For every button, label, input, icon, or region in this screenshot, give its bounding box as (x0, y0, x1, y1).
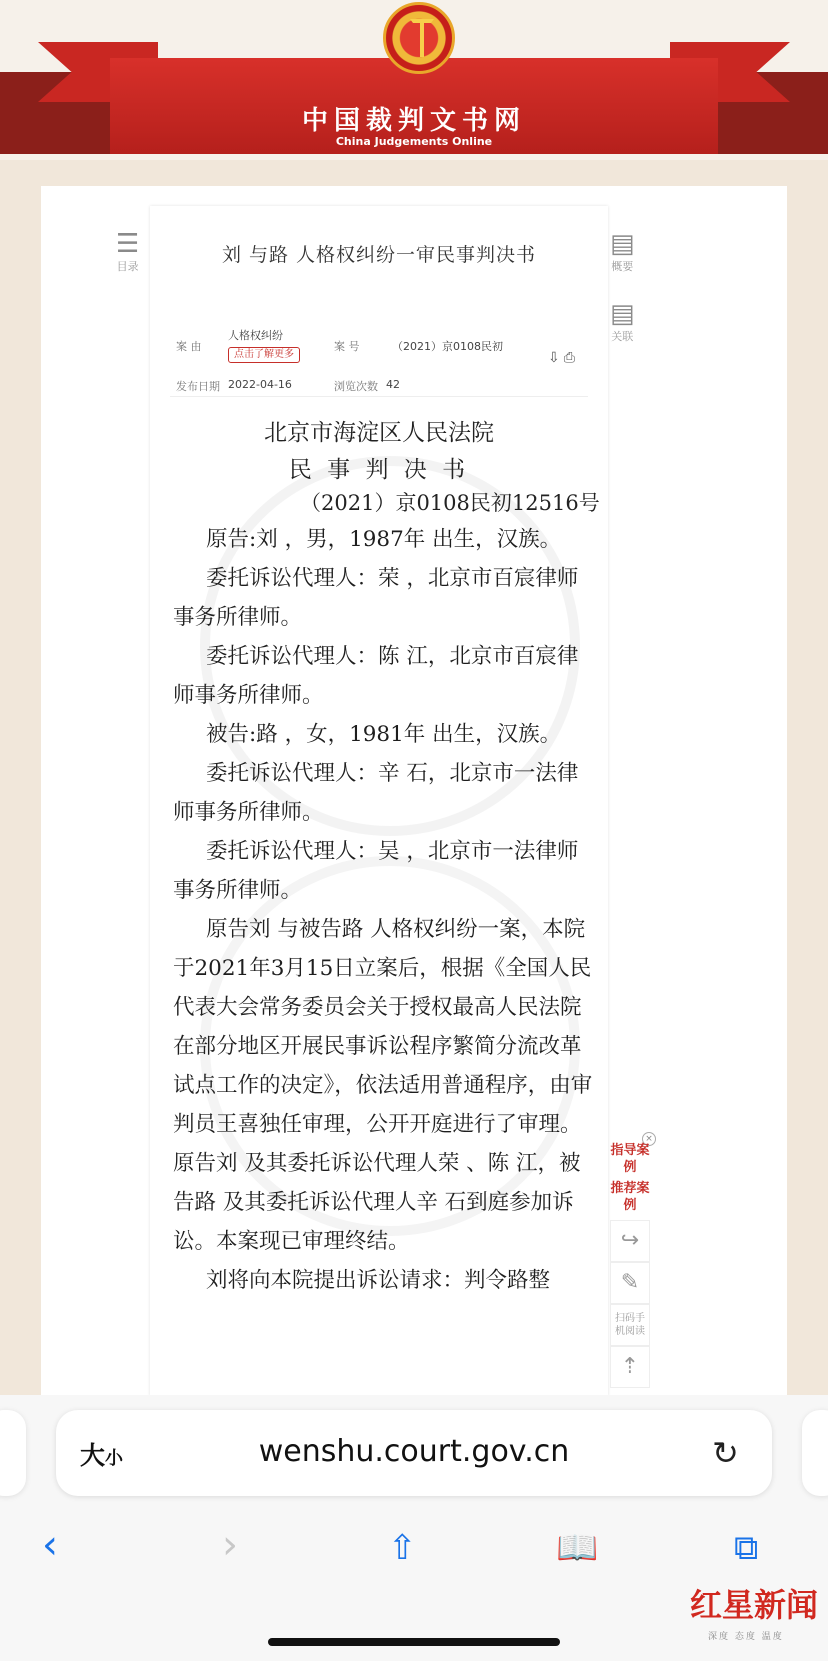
toc-button[interactable] (116, 230, 139, 274)
cause-label: 案 由 (176, 340, 202, 353)
edit-button[interactable] (610, 1262, 650, 1304)
paragraph-defendant-agent-2: 委托诉讼代理人：吴 ，北京市一法律师事务所律师。 (173, 839, 579, 903)
list-icon: ☰ (116, 229, 140, 259)
print-icon[interactable]: ⎙ (563, 350, 579, 366)
share-button[interactable] (610, 1220, 650, 1262)
site-subtitle: China Judgements Online (335, 135, 493, 148)
case-number-value: （2021）京0108民初 (392, 340, 503, 353)
scan-to-read-button[interactable]: 扫码手机阅读 (610, 1304, 650, 1346)
back-to-top-button[interactable] (610, 1346, 650, 1388)
document-title: 刘 与路 人格权纠纷一审民事判决书 (221, 244, 537, 266)
site-header (0, 0, 828, 160)
judgment-body (173, 520, 593, 1300)
summary-label: 概要 (611, 260, 634, 273)
court-name: 北京市海淀区人民法院 (264, 420, 494, 446)
paragraph-defendant-agent-1: 委托诉讼代理人：辛 石，北京市一法律师事务所律师。 (173, 761, 579, 825)
cause-value: 人格权纠纷 (228, 329, 283, 342)
bookmarks-icon[interactable]: 📖 (556, 1528, 599, 1568)
text-size-small: 小 (105, 1448, 124, 1469)
reload-icon[interactable]: ↻ (712, 1434, 739, 1472)
guide-cases-link[interactable]: 指导案例 (610, 1143, 650, 1175)
paragraph-case-background: 原告刘 与被告路 人格权纠纷一案，本院于2021年3月15日立案后，根据《全国人民代表大会常务委员会关于授权最高人民法院在部分地区开展民事诉讼程序繁简分流改革试点工作的决定》，依法适用普通程序，由审判员王喜独任审理，公开开庭进行了审理。原告刘 及其委托诉讼代理人荣 、陈 江，被告路 及其委托诉讼代理人辛 石到庭参加诉讼。本案现已审理终结。 (173, 917, 593, 1254)
news-watermark-logo: 红星新闻 (690, 1586, 819, 1624)
text-size-large: 大 (80, 1441, 106, 1470)
arrow-up-icon: ⇡ (620, 1354, 640, 1379)
share-icon[interactable]: ⇧ (388, 1528, 417, 1568)
document-icon: ▤ (610, 299, 635, 329)
download-icon[interactable]: ⇩ (548, 350, 564, 366)
recommended-cases-link[interactable]: 推荐案例 (610, 1181, 650, 1213)
site-title[interactable]: 中国裁判文书网 (301, 106, 526, 136)
publish-date-label: 发布日期 (176, 380, 220, 393)
url-text[interactable]: wenshu.court.gov.cn (258, 1434, 570, 1469)
pencil-icon: ✎ (620, 1270, 640, 1295)
back-icon[interactable]: ‹ (42, 1522, 58, 1568)
related-label: 关联 (611, 330, 634, 343)
learn-more-button[interactable]: 点击了解更多 (228, 347, 300, 363)
views-label: 浏览次数 (334, 380, 378, 393)
toc-label: 目录 (116, 260, 139, 273)
paragraph-plaintiff-agent-2: 委托诉讼代理人：陈 江，北京市百宸律师事务所律师。 (173, 644, 579, 708)
publish-date-value: 2022-04-16 (228, 378, 292, 391)
related-button[interactable] (610, 300, 635, 344)
tabs-icon[interactable]: ⧉ (734, 1528, 759, 1568)
document-icon: ▤ (610, 229, 635, 259)
case-number-label: 案 号 (334, 340, 360, 353)
news-watermark-tagline: 深度 态度 温度 (708, 1632, 784, 1642)
divider (170, 396, 588, 397)
close-icon[interactable]: × (642, 1132, 656, 1146)
paragraph-plaintiff-agent-1: 委托诉讼代理人：荣 ，北京市百宸律师事务所律师。 (173, 566, 579, 630)
document-number: （2021）京0108民初12516号 (300, 491, 600, 515)
court-emblem-icon (383, 2, 455, 74)
previous-tab[interactable] (0, 1410, 26, 1496)
paragraph-claims: 刘将向本院提出诉讼请求：判令路整 (206, 1268, 551, 1293)
paragraph-defendant: 被告:路 ，女，1981年 出生，汉族。 (206, 722, 562, 747)
summary-button[interactable] (610, 230, 635, 274)
floating-toolbar (610, 1142, 650, 1388)
home-indicator (268, 1638, 560, 1646)
forward-icon[interactable]: › (222, 1522, 238, 1568)
next-tab[interactable] (802, 1410, 828, 1496)
document-type: 民 事 判 决 书 (288, 457, 470, 483)
share-icon: ↪ (620, 1228, 640, 1253)
views-value: 42 (386, 378, 400, 391)
paragraph-plaintiff: 原告:刘 ，男，1987年 出生，汉族。 (206, 527, 562, 552)
text-size-button[interactable] (80, 1436, 123, 1472)
